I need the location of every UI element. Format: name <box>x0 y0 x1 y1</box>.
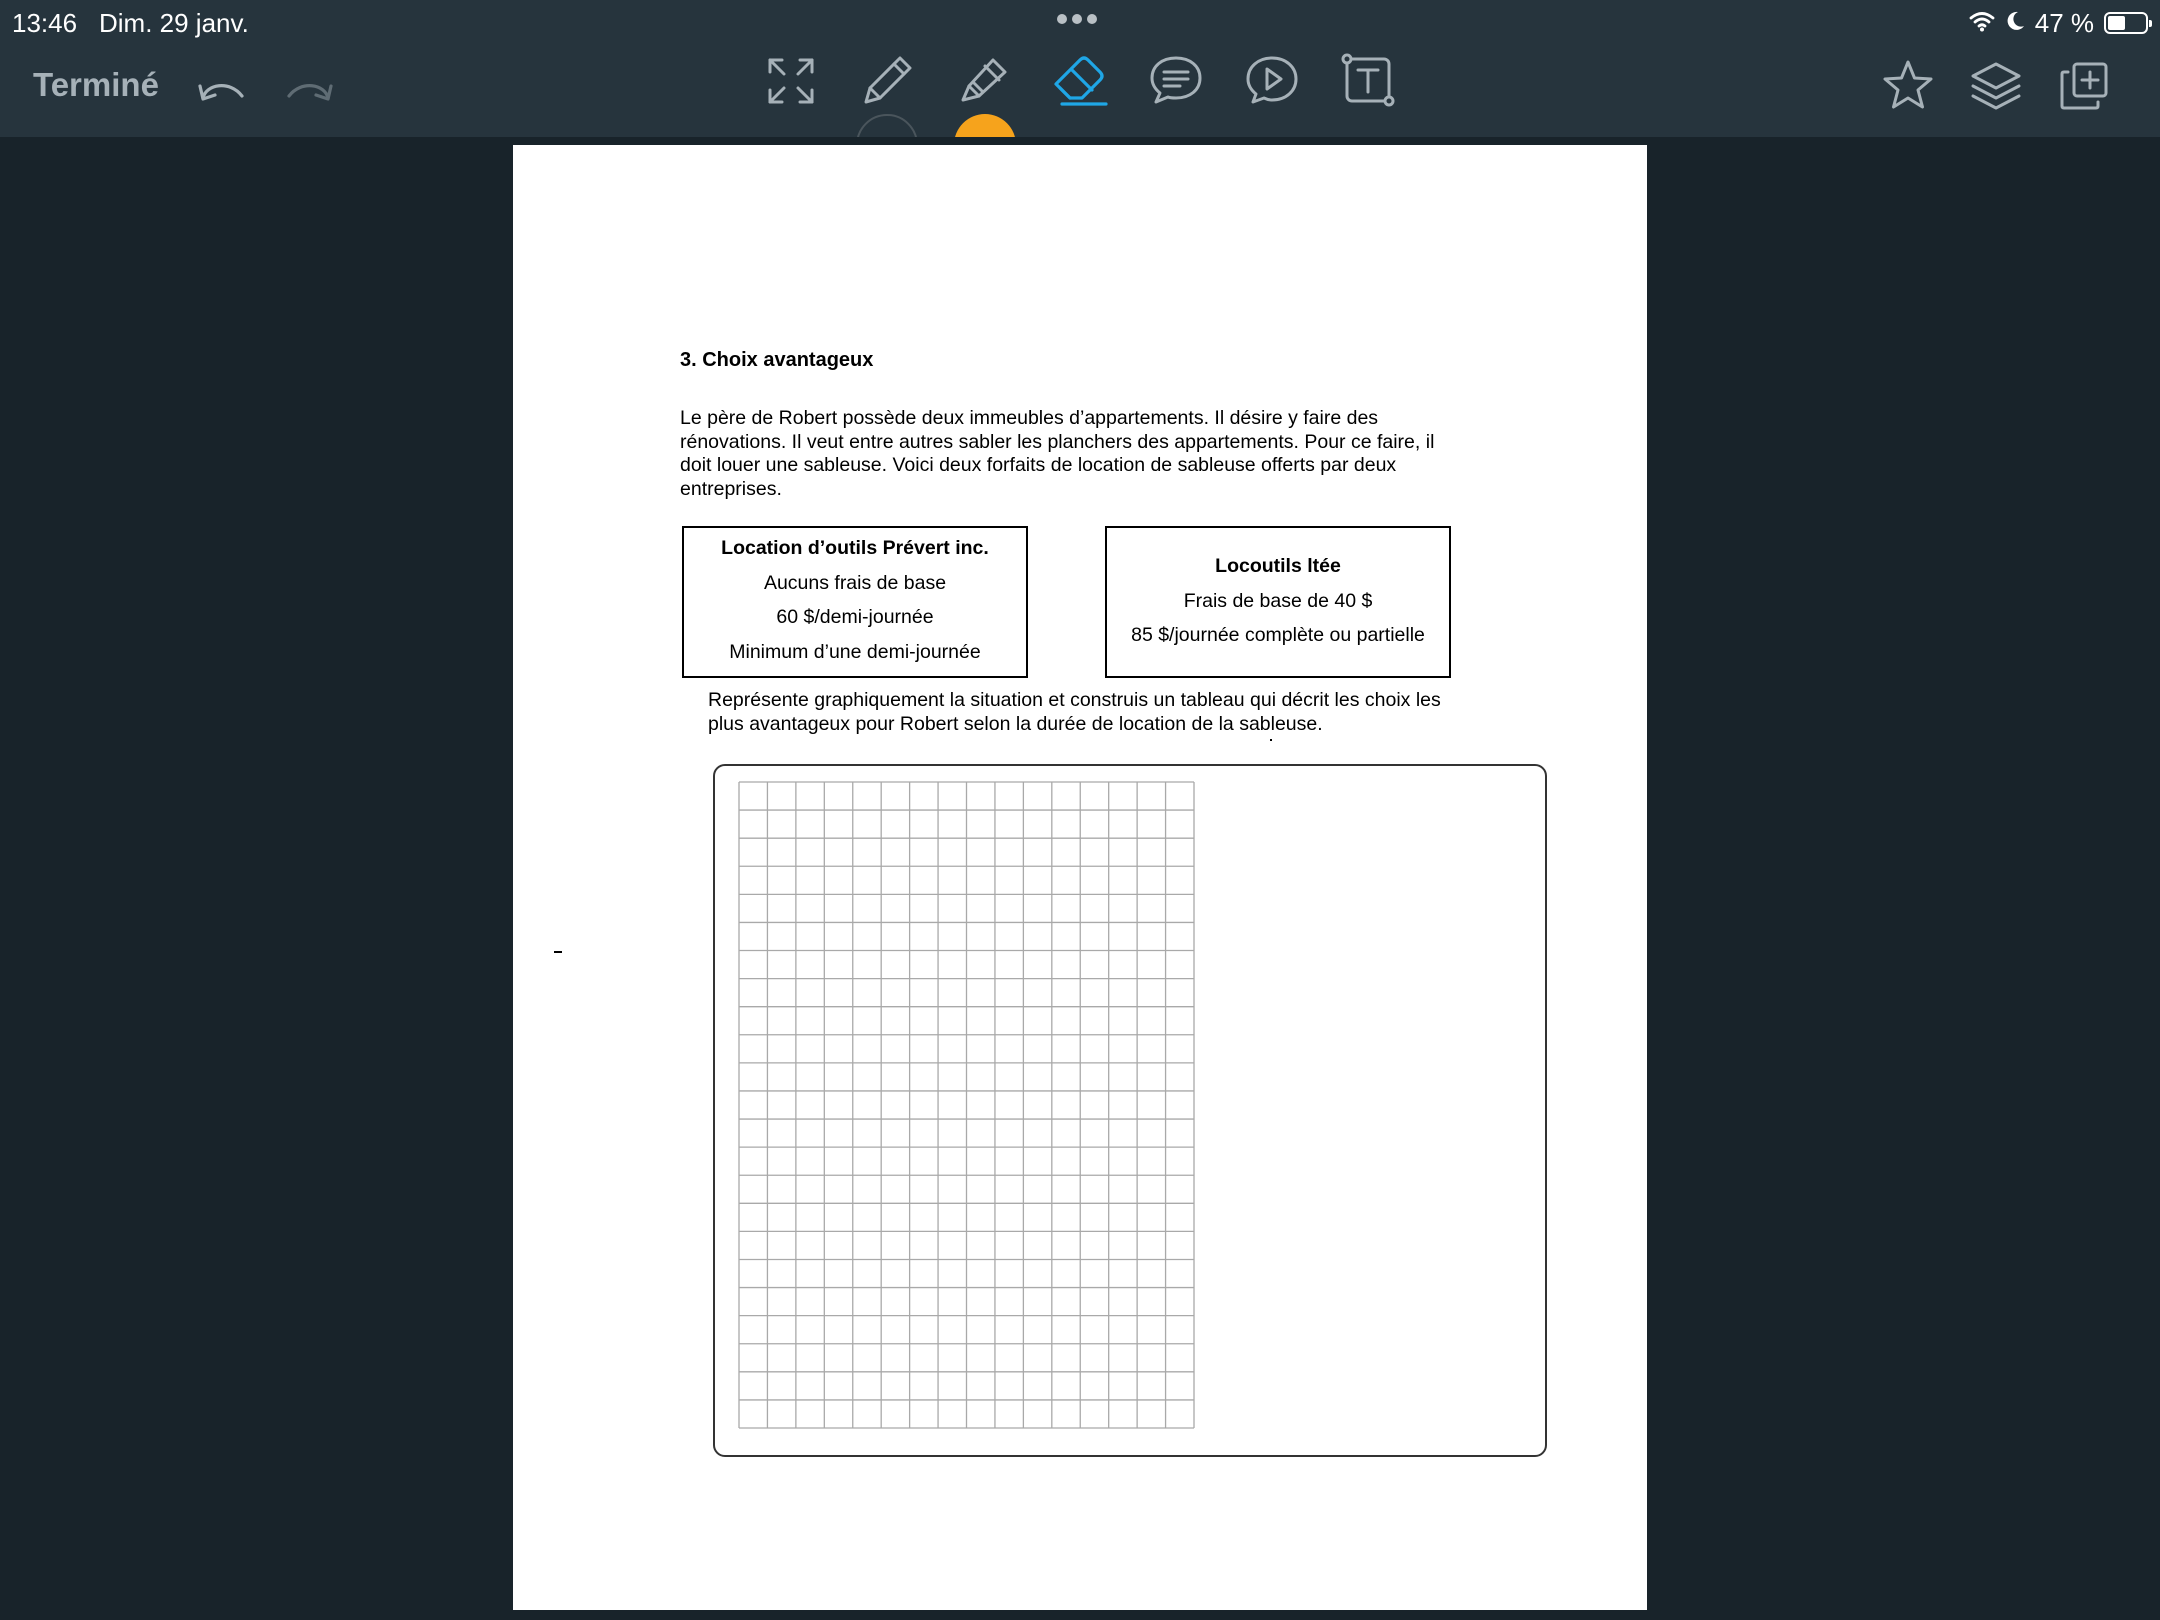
offer-rate: 85 $/journée complète ou partielle <box>1131 624 1425 646</box>
eraser-icon[interactable] <box>1052 52 1110 108</box>
add-page-icon[interactable] <box>2056 58 2112 114</box>
redo-icon[interactable] <box>285 70 335 110</box>
offer-name: Locoutils ltée <box>1215 555 1341 577</box>
status-time: 13:46 <box>12 8 78 38</box>
question-instruction <box>708 689 1508 736</box>
offer-base-fee: Frais de base de 40 $ <box>1183 589 1373 612</box>
offer-rate: 60 $/demi-journée <box>776 606 934 628</box>
battery-percent: 47 % <box>2034 7 2094 38</box>
instruction-line: Représente graphiquement la situation et construis un tableau qui décrit les choix les <box>708 689 1441 711</box>
offer-base-fee: Aucuns frais de base <box>763 571 947 594</box>
status-indicators <box>1969 4 2148 42</box>
intro-line: entreprises. <box>680 477 782 500</box>
undo-icon[interactable] <box>196 70 246 110</box>
stray-dot <box>1270 739 1272 741</box>
intro-line: rénovations. Il veut entre autres sabler les planchers des appartements. Pour ce faire, il <box>680 430 1435 453</box>
comment-icon[interactable] <box>1148 52 1204 108</box>
play-icon[interactable] <box>1244 52 1300 108</box>
question-intro <box>680 407 1480 501</box>
star-icon[interactable] <box>1880 58 1936 114</box>
offer-name: Location d’outils Prévert inc. <box>721 537 989 559</box>
app-toolbar <box>0 0 2160 137</box>
stray-mark <box>554 951 562 953</box>
multitask-menu-icon[interactable] <box>1057 14 1097 24</box>
status-date: Dim. 29 janv. <box>99 8 249 38</box>
text-box-icon[interactable] <box>1340 52 1396 108</box>
highlighter-icon[interactable] <box>955 52 1011 108</box>
graph-grid[interactable] <box>738 781 1195 1429</box>
workspace-background <box>0 137 2160 145</box>
battery-icon <box>2104 12 2148 34</box>
offer-box-prevert <box>682 526 1028 678</box>
instruction-line: plus avantageux pour Robert selon la durée de location de la sableuse. <box>708 712 1323 735</box>
battery-level <box>2108 16 2125 30</box>
intro-line: doit louer une sableuse. Voici deux forfaits de location de sableuse offerts par deux <box>680 454 1397 476</box>
intro-line: Le père de Robert possède deux immeubles d’appartements. Il désire y faire des <box>680 407 1379 429</box>
fullscreen-icon[interactable] <box>765 55 817 107</box>
moon-icon <box>2005 8 2025 39</box>
question-title: 3. Choix avantageux <box>680 349 874 371</box>
offer-box-locoutils <box>1105 526 1451 678</box>
document-page[interactable] <box>513 145 1647 1610</box>
pen-icon[interactable] <box>860 52 916 108</box>
wifi-icon <box>1969 8 1995 39</box>
offer-minimum: Minimum d’une demi-journée <box>729 640 981 663</box>
layers-icon[interactable] <box>1968 58 2024 114</box>
done-button[interactable]: Terminé <box>33 66 159 103</box>
